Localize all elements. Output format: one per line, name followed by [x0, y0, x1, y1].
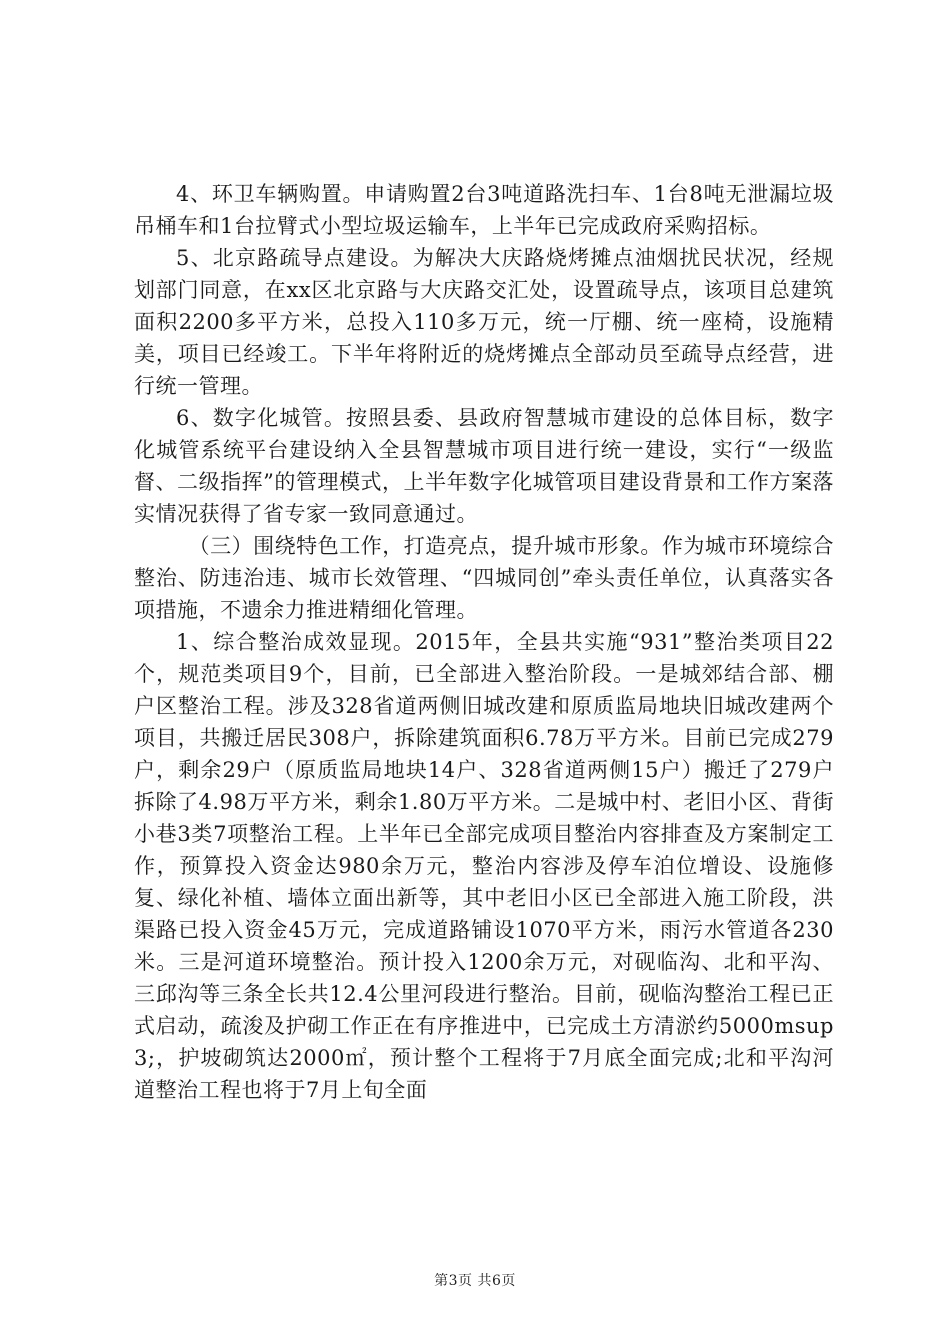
paragraph-beijing-road: 5、北京路疏导点建设。为解决大庆路烧烤摊点油烟扰民状况，经规划部门同意，在xx区北京路与大庆路交汇处，设置疏导点，该项目总建筑面积2200多平方米，总投入110多万元，统一厅棚、统一座椅，设施精美，项目已经竣工。下半年将附近的烧烤摊点全部动员至疏导点经营，进行统一管理。 [134, 246, 834, 398]
paragraph-vehicle-purchase: 4、环卫车辆购置。申请购置2台3吨道路洗扫车、1台8吨无泄漏垃圾吊桶车和1台拉臂式小型垃圾运输车，上半年已完成政府采购招标。 [134, 182, 834, 238]
paragraph-comprehensive-remediation: 1、综合整治成效显现。2015年，全县共实施“931”整治类项目22个，规范类项目9个，目前，已全部进入整治阶段。一是城郊结合部、棚户区整治工程。涉及328省道两侧旧城改建和原质监局地块旧城改建两个项目，共搬迁居民308户，拆除建筑面积6.78万平方米。目前已完成279户，剩余29户（原质监局地块14户、328省道两侧15户）搬迁了279户拆除了4.98万平方米，剩余1.80万平方米。二是城中村、老旧小区、背街小巷3类7项整治工程。上半年已全部完成项目整治内容排查及方案制定工作，预算投入资金达980余万元，整治内容涉及停车泊位增设、设施修复、绿化补植、墙体立面出新等，其中老旧小区已全部进入施工阶段，洪渠路已投入资金45万元，完成道路铺设1070平方米，雨污水管道各230米。三是河道环境整治。预计投入1200余万元，对砚临沟、北和平沟、三邱沟等三条全长共12.4公里河段进行整治。目前，砚临沟整治工程已正式启动，疏浚及护砌工作正在有序推进中，已完成土方清淤约5000msup3;，护坡砌筑达2000㎡，预计整个工程将于7月底全面完成;北和平沟河道整治工程也将于7月上旬全面 [134, 630, 834, 1102]
paragraph-digital-management: 6、数字化城管。按照县委、县政府智慧城市建设的总体目标，数字化城管系统平台建设纳入全县智慧城市项目进行统一建设，实行“一级监督、二级指挥”的管理模式，上半年数字化城管项目建设背景和工作方案落实情况获得了省专家一致同意通过。 [134, 406, 834, 526]
paragraph-section-three: （三）围绕特色工作，打造亮点，提升城市形象。作为城市环境综合整治、防违治违、城市长效管理、“四城同创”牵头责任单位，认真落实各项措施，不遗余力推进精细化管理。 [134, 534, 834, 622]
document-body [134, 178, 834, 1106]
page-number-footer: 第3页 共6页 [434, 1273, 516, 1289]
